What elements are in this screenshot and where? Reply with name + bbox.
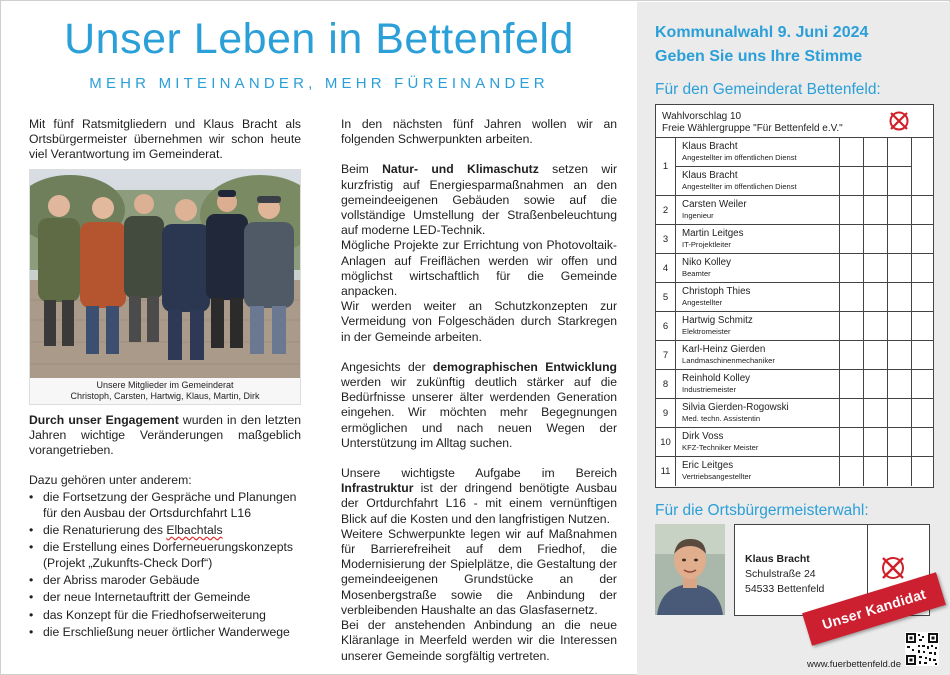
ballot-row-number: 4 [656,254,676,282]
demographics-bold: demographischen Entwicklung [432,359,617,374]
vote-box[interactable] [864,312,888,340]
candidate-job: Beamter [682,269,711,278]
vote-box[interactable] [840,138,864,195]
candidate-job: Angestellter im öffentlichen Dienst [682,182,797,191]
candidate-cell [676,457,840,486]
candidate-job: IT-Projektleiter [682,240,731,249]
website-url[interactable]: www.fuerbettenfeld.de [807,659,902,670]
climate-bold: Natur- und Klimaschutz [382,162,539,177]
mayor-heading: Für die Ortsbürgermeisterwahl: [655,502,869,519]
engagement-bold: Durch unser Engagement [29,412,179,427]
text-column-middle [341,117,617,664]
ballot-row-number: 3 [656,225,676,253]
vote-box[interactable] [888,428,912,456]
ballot-row-number: 6 [656,312,676,340]
vote-box[interactable] [840,370,864,398]
candidate-name: Christoph Thies [682,286,751,297]
candidate-name: Klaus Bracht [682,170,738,181]
list-item: • das Konzept für die Friedhofserweiterung [29,608,301,623]
vote-box[interactable] [840,428,864,456]
ballot-row-7 [656,341,933,370]
main-title: Unser Leben in Bettenfeld [64,15,574,63]
ballot-row-number: 9 [656,399,676,427]
ballot-row-2 [656,196,933,225]
infrastructure-pre: Unsere wichtigste Aufgabe im Bereich [341,466,617,481]
list-item [29,523,301,538]
election-date: Kommunalwahl 9. Juni 2024 [655,24,869,41]
vote-box[interactable] [864,196,888,224]
candidate-cell [676,428,840,456]
candidate-job: Vertriebsangestellter [682,472,752,481]
ballot-row-6 [656,312,933,341]
text-column-left [29,117,301,643]
intro-paragraph: Mit fünf Ratsmitgliedern und Klaus Bracht als Ortsbürgermeister übernehmen wir schon heute viel Verantwortung im Gemeinderat. [29,117,301,162]
list-item: • die Erstellung eines Dorferneuerungskonzepts (Projekt „Zukunfts-Check Dorf“) [29,540,301,570]
ballot-list-number: Wahlvorschlag 10 [662,111,742,122]
mayor-city: 54533 Bettenfeld [745,583,825,595]
ballot-header [656,105,933,138]
vote-box[interactable] [840,283,864,311]
ballot-row-10 [656,428,933,457]
candidate-cell [676,341,840,369]
candidate-job: KFZ-Techniker Meister [682,443,759,452]
ballot-row-8 [656,370,933,399]
priorities-paragraph: Weitere Schwerpunkte legen wir auf Maßnahmen für Barrierefreiheit auf dem Friedhof, die Modernisierung der Spielplätze, die Gestaltung der gemeindeeigenen Grundstücke an der Mosenbergstraße sowie die Anbindung der verbleibenden Haushalte an das Glasfasernetz. [341,526,617,617]
candidate-name: Karl-Heinz Gierden [682,344,766,355]
vote-box[interactable] [888,399,912,427]
candidate-cell [676,312,840,340]
candidate-job: Ingenieur [682,211,714,220]
vote-box[interactable] [864,254,888,282]
vote-box[interactable] [840,399,864,427]
vote-box[interactable] [840,225,864,253]
council-heading: Für den Gemeinderat Bettenfeld: [655,81,881,98]
demographics-pre: Angesichts der [341,359,433,374]
mayor-name: Klaus Bracht [745,553,810,565]
list-item-word: Elbachtals [166,523,223,538]
candidate-cell [676,225,840,253]
vote-box[interactable] [864,283,888,311]
candidate-name: Dirk Voss [682,431,724,442]
vote-box[interactable] [864,138,888,195]
demographics-text: werden wir zukünftig deutlich stärker auf die Bedürfnisse unserer älter werdenden Generation eingehen. Wir möchten mehr Begegnungen ermöglichen und nach neuen Wegen der Unterstützung im Alltag suchen. [341,375,617,450]
candidate-job: Landmaschinenmechaniker [682,356,775,365]
vote-box[interactable] [888,138,912,195]
candidate-job: Angestellter [682,298,723,307]
candidate-name: Silvia Gierden-Rogowski [682,402,789,413]
list-item: • der Abriss maroder Gebäude [29,573,301,588]
vote-box[interactable] [864,457,888,486]
list-item: • die Fortsetzung der Gespräche und Planungen für den Ausbau der Ortsdurchfahrt L16 [29,490,301,520]
candidate-badge: Unser Kandidat [802,572,946,645]
climate-pre: Beim [341,162,383,177]
list-item: • die Erschließung neuer örtlicher Wanderwege [29,625,301,640]
infrastructure-paragraph [341,466,617,527]
candidate-cell [676,370,840,398]
infrastructure-bold: Infrastruktur [341,481,414,496]
ballot-row-11 [656,457,933,486]
vote-box[interactable] [840,254,864,282]
ballot-row-1 [656,138,933,196]
candidate-cell [676,138,840,195]
sewage-paragraph: Bei der anstehenden Anbindung an die neue Kläranlage in Meerfeld werden wir die Interessen unserer Gemeinde sorgfältig vertreten. [341,618,617,663]
ballot-row-number: 10 [656,428,676,456]
vote-box[interactable] [840,457,864,486]
photovoltaic-paragraph: Mögliche Projekte zur Errichtung von Photovoltaik-Anlagen auf Freiflächen werden wir offen und möglichst wirtschaftlich für die Gemeinde anpacken. [341,238,617,299]
candidate-name: Eric Leitges [682,460,734,471]
candidate-name: Martin Leitges [682,228,744,239]
demographics-paragraph [341,360,617,451]
candidate-name: Carsten Weiler [682,199,747,210]
engagement-paragraph [29,413,301,459]
vote-box[interactable] [888,457,912,486]
ballot-row-5 [656,283,933,312]
ballot-row-3 [656,225,933,254]
vote-box[interactable] [840,341,864,369]
candidate-job: Med. techn. Assistentin [682,414,761,423]
vote-box[interactable] [888,312,912,340]
climate-text: setzen wir kurzfristig auf Energiesparmaßnahmen an den gemeindeeigenen Gebäuden sowie auf die vollständige Umstellung der Straßenbeleuchtung auf moderne LED-Technik. [341,162,618,238]
achievements-list [29,490,301,640]
slogan: MEHR MITEINANDER, MEHR FÜREINANDER [89,75,549,92]
ballot-row-number: 2 [656,196,676,224]
ballot-cross-icon [888,110,910,132]
candidate-job: Angestellter im öffentlichen Dienst [682,153,797,162]
vote-box[interactable] [888,341,912,369]
candidate-cell [676,283,840,311]
candidate-job: Industriemeister [682,385,737,394]
ballot-row-number: 7 [656,341,676,369]
ballot-party-name: Freie Wählergruppe "Für Bettenfeld e.V." [662,123,843,134]
vote-box[interactable] [840,312,864,340]
vote-box[interactable] [864,225,888,253]
candidate-name: Reinhold Kolley [682,373,751,384]
vote-box[interactable] [840,196,864,224]
election-panel [637,2,950,675]
rain-paragraph: Wir werden weiter an Schutzkonzepten zur Vermeidung von Folgeschäden durch Starkregen in der Gemeinde arbeiten. [341,299,617,344]
ballot-row-number: 11 [656,457,676,486]
infrastructure-text: ist der dringend benötigte Ausbau der Ortdurchfahrt L16 - mit einem vernünftigen Blick auf die Kosten und den langfristigen Nutzen. [341,481,617,526]
engagement-text: wurden in den letzten Jahren wichtige Veränderungen maßgeblich vorangetrieben. [29,412,301,458]
mayor-candidate-photo [655,524,725,615]
vote-box[interactable] [888,254,912,282]
ballot-row-number: 5 [656,283,676,311]
mayor-street: Schulstraße 24 [745,568,816,580]
vote-box[interactable] [864,341,888,369]
vote-box[interactable] [888,370,912,398]
vote-call: Geben Sie uns Ihre Stimme [655,48,863,65]
candidate-job: Elektromeister [682,327,731,336]
sample-ballot [655,104,934,488]
list-intro: Dazu gehören unter anderem: [29,473,192,488]
ballot-row-9 [656,399,933,428]
vote-box[interactable] [888,196,912,224]
vote-box[interactable] [888,225,912,253]
list-item-text: die Renaturierung des [43,523,167,538]
qr-code-icon[interactable] [905,632,939,666]
candidate-name: Hartwig Schmitz [682,315,753,326]
mayor-cross-icon [880,555,906,581]
photo-caption-line1: Unsere Mitglieder im Gemeinderat [96,379,234,390]
group-photo [30,170,300,378]
candidate-cell [676,399,840,427]
candidate-cell [676,254,840,282]
climate-paragraph [341,162,617,238]
group-photo-frame [29,169,301,405]
candidate-name: Klaus Bracht [682,141,738,152]
ballot-row-number: 8 [656,370,676,398]
plans-paragraph: In den nächsten fünf Jahren wollen wir an folgenden Schwerpunkten arbeiten. [341,117,617,147]
ballot-row-4 [656,254,933,283]
candidate-name: Niko Kolley [682,257,732,268]
ballot-row-number: 1 [656,138,676,195]
photo-caption-line2: Christoph, Carsten, Hartwig, Klaus, Martin, Dirk [70,390,260,401]
vote-box[interactable] [864,370,888,398]
vote-box[interactable] [888,283,912,311]
vote-box[interactable] [864,399,888,427]
candidate-cell [676,196,840,224]
vote-box[interactable] [864,428,888,456]
list-item: • der neue Internetauftritt der Gemeinde [29,590,301,605]
photo-caption [30,380,300,402]
